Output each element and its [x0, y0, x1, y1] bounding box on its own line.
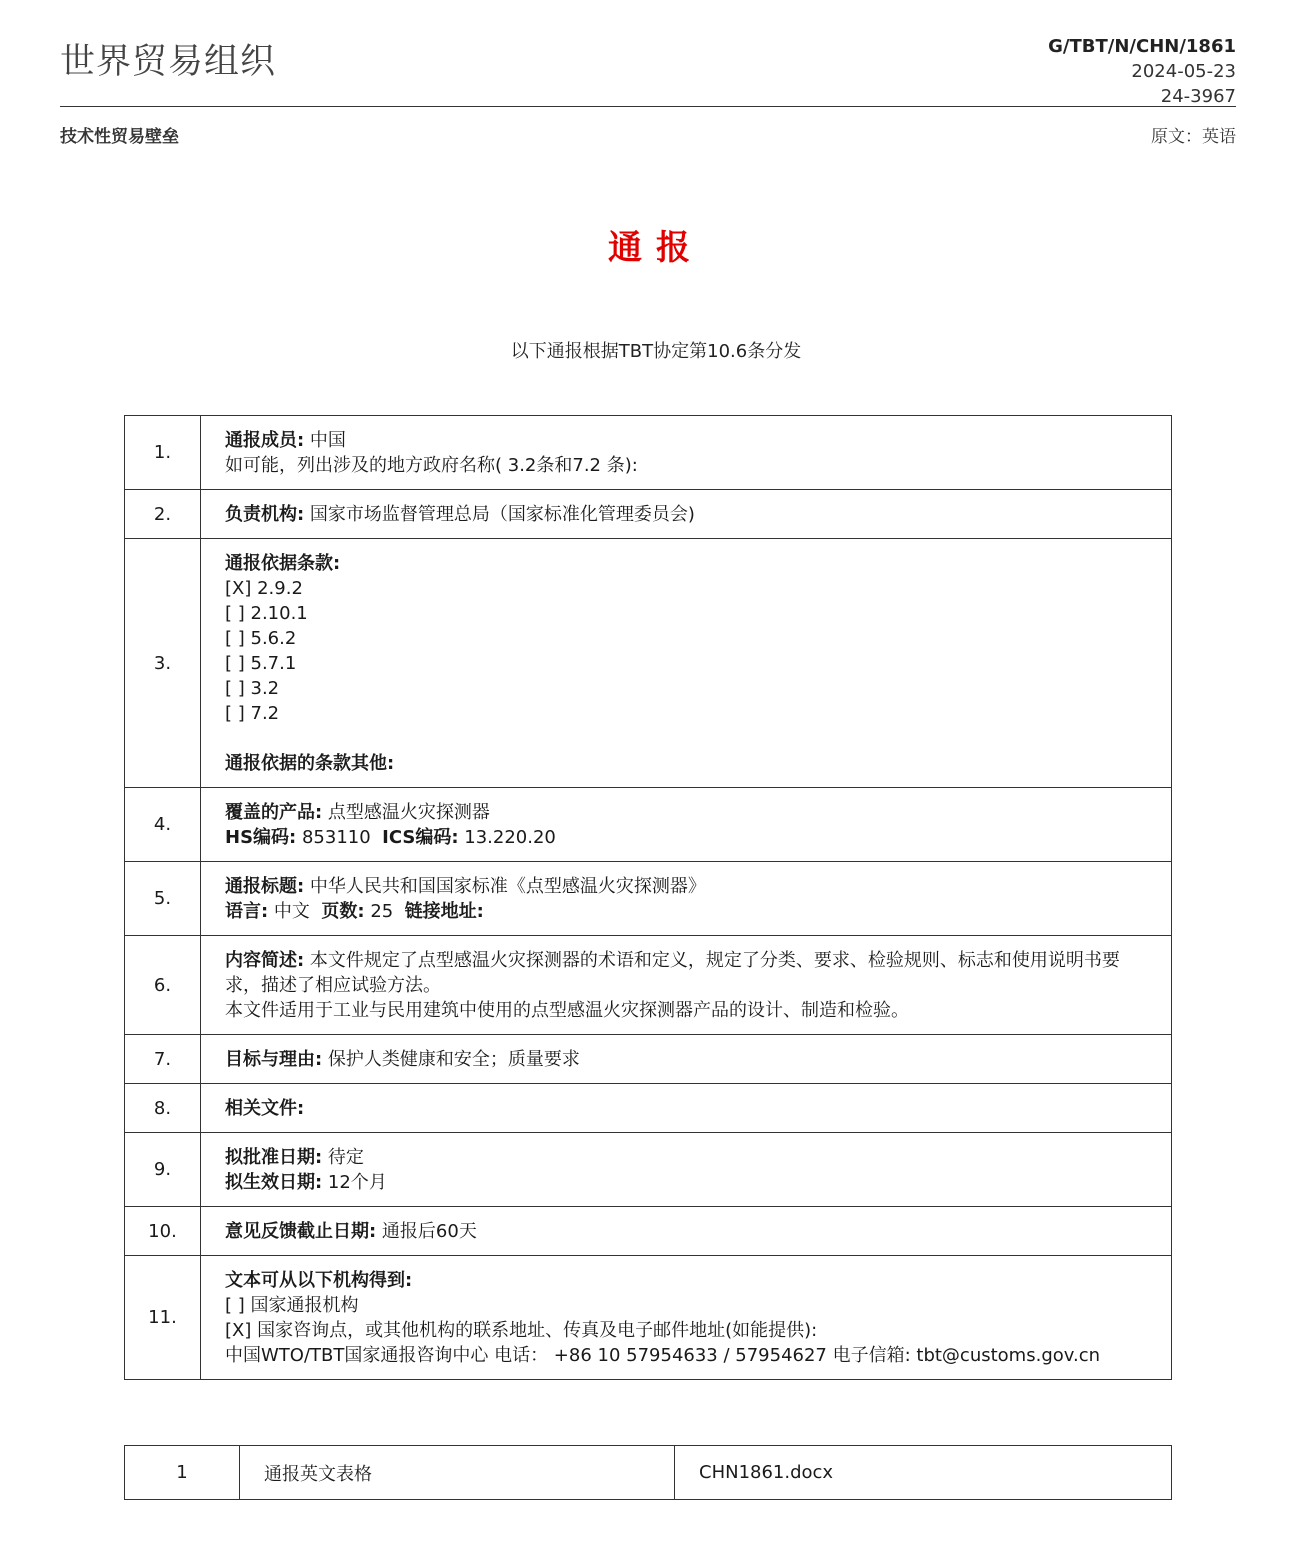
document-symbol: G/TBT/N/CHN/1861 [1048, 36, 1236, 57]
checkbox-option: [ ] 3.2 [225, 678, 280, 699]
field-label: 内容简述: [225, 950, 305, 971]
notification-table [124, 415, 1172, 1380]
field-text: 本文件适用于工业与民用建筑中使用的点型感温火灾探测器产品的设计、制造和检验。 [225, 1000, 909, 1021]
row-number: 2. [125, 490, 201, 539]
table-row [125, 416, 1172, 490]
row-content [201, 539, 1172, 788]
field-text: [ ] 国家通报机构 [225, 1295, 359, 1316]
checkbox-option: [ ] 7.2 [225, 703, 280, 724]
row-number: 9. [125, 1133, 201, 1207]
field-value: 12个月 [322, 1172, 387, 1193]
field-label: 相关文件: [225, 1098, 305, 1119]
table-row [125, 936, 1172, 1035]
field-label: 拟生效日期: [225, 1172, 323, 1193]
field-value: 中国 [304, 430, 346, 451]
field-label: 覆盖的产品: [225, 802, 323, 823]
field-label: 负责机构: [225, 504, 305, 525]
attachment-row [125, 1446, 1172, 1500]
field-value: 点型感温火灾探测器 [322, 802, 490, 823]
checkbox-option: [ ] 5.6.2 [225, 628, 297, 649]
organization-name: 世界贸易组织 [60, 42, 277, 82]
field-label: 目标与理由: [225, 1049, 323, 1070]
row-number: 7. [125, 1035, 201, 1084]
field-label: 文本可从以下机构得到: [225, 1270, 413, 1291]
row-content [201, 490, 1172, 539]
row-number: 5. [125, 862, 201, 936]
row-content [201, 788, 1172, 862]
row-content [201, 1084, 1172, 1133]
hs-code-label: HS编码: [225, 827, 297, 848]
table-row [125, 1207, 1172, 1256]
field-value: 本文件规定了点型感温火灾探测器的术语和定义，规定了分类、要求、检验规则、标志和使用说明书要求，描述了相应试验方法。 [225, 950, 1120, 996]
page-title: 通报 [608, 228, 704, 268]
table-row [125, 539, 1172, 788]
document-number: 24-3967 [1160, 86, 1236, 107]
ics-code-label: ICS编码: [382, 827, 459, 848]
row-content [201, 936, 1172, 1035]
row-content [201, 1207, 1172, 1256]
row-number: 8. [125, 1084, 201, 1133]
table-row [125, 1035, 1172, 1084]
row-content [201, 862, 1172, 936]
contact-info: 中国WTO/TBT国家通报咨询中心 电话： +86 10 57954633 / 57954627 电子信箱: tbt@customs.gov.cn [225, 1345, 1101, 1366]
header-divider [60, 106, 1236, 107]
pages-value: 25 [364, 901, 394, 922]
field-label: 拟批准日期: [225, 1147, 323, 1168]
field-value: 通报后60天 [376, 1221, 477, 1242]
field-value: 待定 [322, 1147, 364, 1168]
row-content [201, 416, 1172, 490]
document-date: 2024-05-23 [1131, 61, 1236, 82]
field-label: 通报依据条款: [225, 553, 341, 574]
table-row [125, 862, 1172, 936]
table-row [125, 788, 1172, 862]
attachment-title: 通报英文表格 [240, 1446, 675, 1500]
field-label: 意见反馈截止日期: [225, 1221, 377, 1242]
row-number: 3. [125, 539, 201, 788]
pages-label: 页数: [321, 901, 365, 922]
row-content [201, 1256, 1172, 1380]
attachment-file-link[interactable]: CHN1861.docx [675, 1446, 1172, 1500]
committee-name: 技术性贸易壁垒 [60, 127, 179, 147]
language-label: 语言: [225, 901, 269, 922]
checkbox-option: [ ] 5.7.1 [225, 653, 297, 674]
field-label: 通报依据的条款其他: [225, 753, 395, 774]
ics-code-value: 13.220.20 [458, 827, 556, 848]
field-text: [X] 国家咨询点，或其他机构的联系地址、传真及电子邮件地址(如能提供): [225, 1320, 818, 1341]
field-value: 国家市场监督管理总局（国家标准化管理委员会) [304, 504, 695, 525]
field-value: 保护人类健康和安全；质量要求 [322, 1049, 580, 1070]
field-label: 通报标题: [225, 876, 305, 897]
table-row [125, 1084, 1172, 1133]
hs-code-value: 853110 [296, 827, 371, 848]
checkbox-option: [X] 2.9.2 [225, 578, 303, 599]
original-language: 原文：英语 [1151, 127, 1236, 147]
row-content [201, 1035, 1172, 1084]
checkbox-option: [ ] 2.10.1 [225, 603, 308, 624]
field-label: 通报成员: [225, 430, 305, 451]
document-meta [1048, 34, 1236, 109]
language-value: 中文 [268, 901, 310, 922]
row-number: 11. [125, 1256, 201, 1380]
row-number: 10. [125, 1207, 201, 1256]
row-number: 6. [125, 936, 201, 1035]
page-subtitle: 以下通报根据TBT协定第10.6条分发 [510, 341, 802, 362]
row-content [201, 1133, 1172, 1207]
row-number: 4. [125, 788, 201, 862]
field-text: 如可能，列出涉及的地方政府名称( 3.2条和7.2 条): [225, 455, 638, 476]
link-label: 链接地址: [404, 901, 484, 922]
table-row [125, 1133, 1172, 1207]
attachment-number: 1 [125, 1446, 240, 1500]
attachments-table [124, 1445, 1172, 1500]
table-row [125, 1256, 1172, 1380]
table-row [125, 490, 1172, 539]
field-value: 中华人民共和国国家标准《点型感温火灾探测器》 [304, 876, 706, 897]
row-number: 1. [125, 416, 201, 490]
